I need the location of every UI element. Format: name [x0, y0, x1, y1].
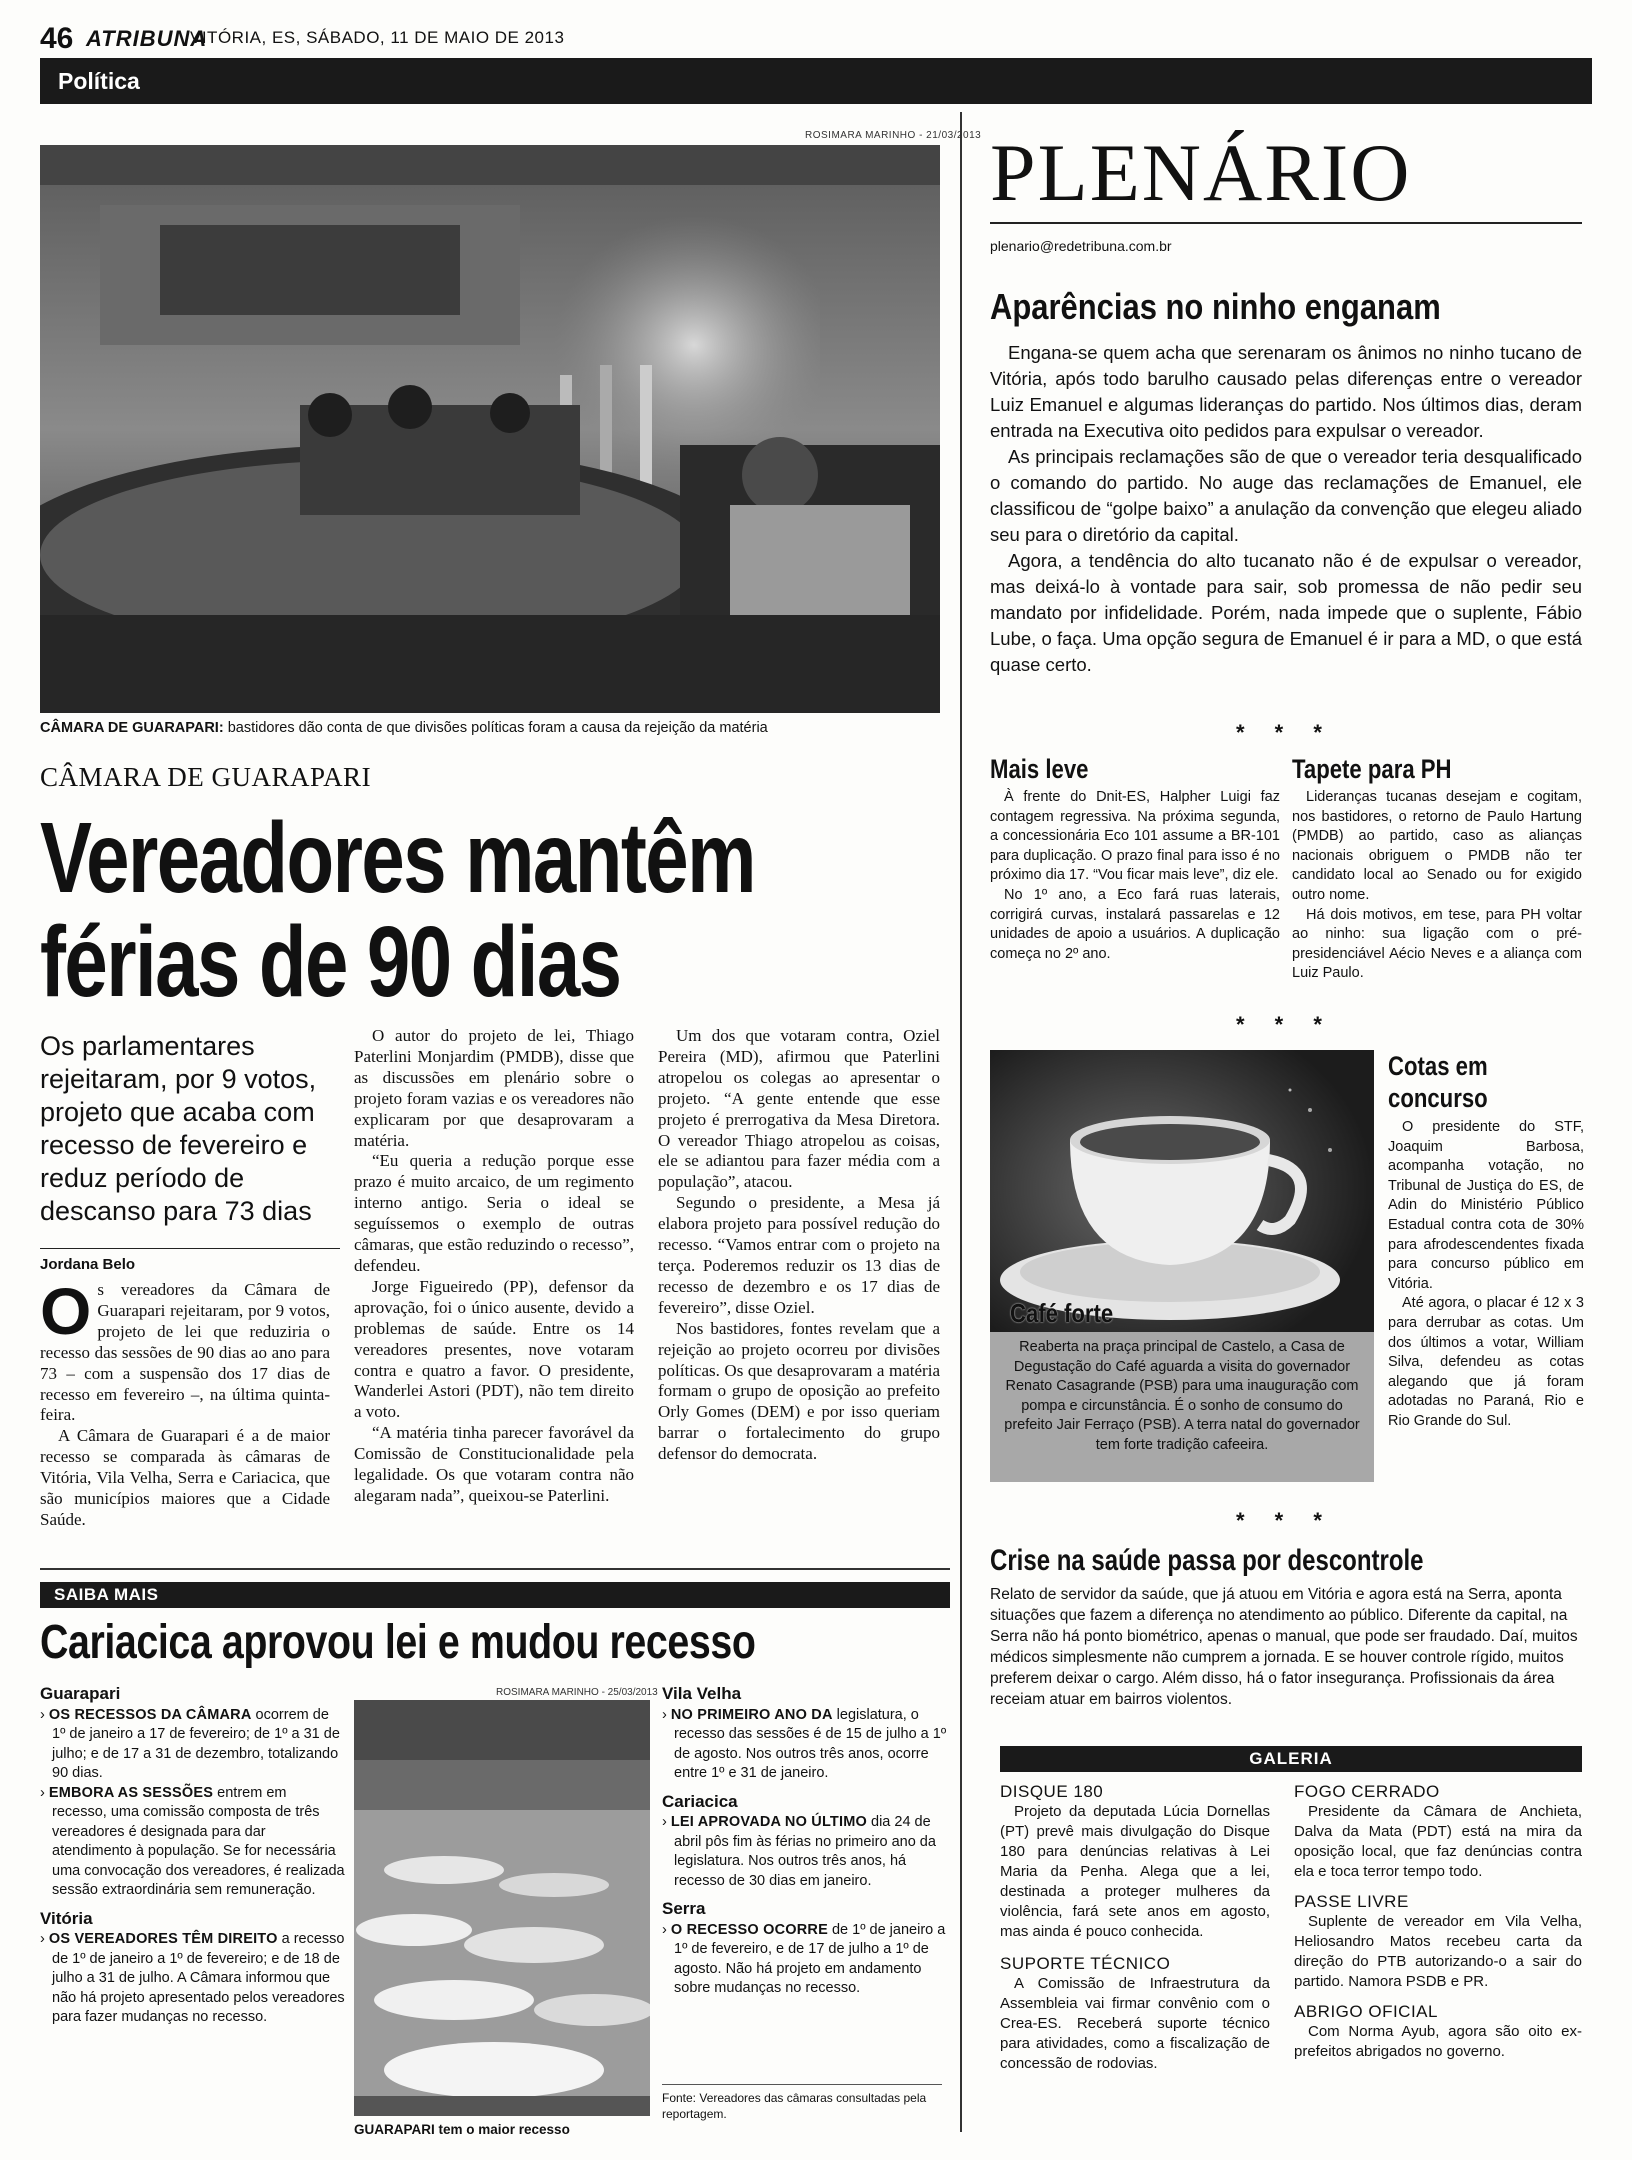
column-title-plenario: PLENÁRIO [990, 127, 1412, 218]
article-paragraph: Um dos que votaram contra, Oziel Pereira (MD), afirmou que Paterlini atropelou os colegas ao apresentar o projeto. “A gente entende que esse projeto é prerrogativa da Mesa Diretora. O vereador Thiago atropelou as coisas, ele se adiantou para fazer média com a população”, atacou. [658, 1026, 940, 1192]
item-lead: OS RECESSOS DA CÂMARA [48, 1706, 252, 1723]
photo-credit: ROSIMARA MARINHO - 25/03/2013 [496, 1687, 658, 1698]
note-paragraph: Agora, a tendência do alto tucanato não é de expulsar o vereador, mas deixá-lo à vontade para sair, sob promessa de não pedir seu mandato por infidelidade. Porém, nada impede que o suplente, Fábio Lube, o faça. Uma opção segura de Emanuel é ir para a MD, o que está quase certo. [990, 550, 1582, 675]
byline: Jordana Belo [40, 1256, 136, 1273]
galeria-item-title: DISQUE 180 [1000, 1782, 1104, 1801]
note-body-crise: Relato de servidor da saúde, que já atuou em Vitória e agora está na Serra, aponta situações que fazem a diferença no atendimento ao público. Diferente da capital, na Serra não há ponto biométrico, apenas o manual, que pode ser fraudado. Daí, muitos médicos simplesmente não cumprem a jornada. E se houver controle rígido, muitos preferem deixar o cargo. Além disso, há o fator insegurança. Profissionais da área receiam atuar em bairros violentos. [990, 1586, 1578, 1708]
article-paragraph: A Câmara de Guarapari é a de maior recesso se comparada às câmaras de Vitória, Vila Velha, Serra e Cariacica, que são municípios maiores que a Cidade Saúde. [40, 1426, 330, 1529]
boats-photo [354, 1700, 650, 2116]
separator-stars: * * * [1236, 1508, 1334, 1533]
article-paragraph: O autor do projeto de lei, Thiago Paterlini Monjardim (PMDB), disse que as discussões em plenário sobre o projeto foram vazias e os vereadores não explicaram por que desaprovaram a matéria. [354, 1026, 634, 1150]
city-heading-cariacica: Cariacica [662, 1791, 738, 1811]
note-paragraph: À frente do Dnit-ES, Halpher Luigi faz contagem regressiva. Na próxima segunda, a concessionária Eco 101 assume a BR-101 para duplicação. O prazo final para isso é no próximo dia 17. “Vou ficar mais leve”, diz ele. [990, 789, 1280, 884]
column-divider [960, 112, 962, 2132]
section-bar [40, 58, 1592, 104]
article-column-1 [40, 1274, 330, 1531]
galeria-column-left [1000, 1782, 1270, 2074]
galeria-item-body: Com Norma Ayub, agora são oito ex-prefeitos abrigados no governo. [1294, 2023, 1582, 2060]
list-item: › O RECESSO OCORRE de 1º de janeiro a 1º de fevereiro, e de 17 de julho a 1º de agosto. Não há projeto em andamento sobre mudanças no recesso. [662, 1921, 946, 1996]
note-paragraph: Engana-se quem acha que serenaram os ânimos no ninho tucano de Vitória, após todo barulho causado pelas diferenças entre o vereador Luiz Emanuel e algumas lideranças do partido. Nos últimos dias, deram entrada na Executiva oito pedidos para expulsar o vereador. [990, 342, 1582, 441]
item-text: ocorrem de 1º de janeiro a 17 de fevereiro; de 1º a 31 de julho; e de 17 a 31 de dezembro, totalizando 90 dias. [52, 1706, 340, 1781]
paragraph-text: s vereadores da Câmara de Guarapari rejeitaram, por 9 votos, projeto de lei que reduziria o recesso das sessões de 90 dias ao ano para 73 – com a suspensão dos 17 dias de recesso em fevereiro –, na última quinta-feira. [40, 1280, 330, 1425]
city-heading-vila-velha: Vila Velha [662, 1684, 742, 1703]
note-headline-cotas [1388, 1050, 1488, 1114]
article-column-3 [658, 1026, 940, 1465]
article-paragraph [40, 1274, 330, 1426]
source-note: Fonte: Vereadores das câmaras consultadas pela reportagem. [662, 2091, 927, 2121]
item-lead: EMBORA AS SESSÕES [48, 1784, 214, 1801]
article-paragraph: Jorge Figueiredo (PP), defensor da aprovação, foi o único ausente, devido a problemas de saúde. Entre os 14 vereadores presentes, nove votaram contra e quatro a favor. O presidente, Wanderlei Astori (PDT), não tem direito a voto. [354, 1276, 634, 1422]
list-item: › EMBORA AS SESSÕES entrem em recesso, uma comissão composta de três vereadores é designada para dar atendimento à população. Se for necessária uma convocação dos vereadores, é realizada sessão extraordinária sem remuneração. [40, 1784, 345, 1898]
article-paragraph: “A matéria tinha parecer favorável da Comissão de Constitucionalidade pela legalidade. Os que votaram contra não alegaram nada”, queixou-se Paterlini. [354, 1423, 634, 1505]
drop-cap: O [40, 1274, 92, 1348]
galeria-item-body: Projeto da deputada Lúcia Dornellas (PT) prevê mais divulgação do Disque 180 para denúncias relativas à Lei Maria da Penha. Alega que a lei, destinada a proteger mulheres da violência, fará sete anos em agosto, mas ainda é pouco conhecida. [1000, 1803, 1270, 1940]
note-paragraph: O presidente do STF, Joaquim Barbosa, acompanha votação, no Tribunal de Justiça do ES, de Adin do Ministério Público Estadual contra cota de 30% para afrodescendentes fixada para concurso público em Vitória. [1388, 1119, 1584, 1292]
saiba-mais-label: SAIBA MAIS [54, 1585, 159, 1604]
council-chamber-image [40, 145, 940, 713]
masthead-logo: ATRIBUNA [86, 26, 208, 51]
note-headline-mais-leve: Mais leve [990, 754, 1089, 784]
page-number: 46 [40, 22, 74, 55]
dateline: VITÓRIA, ES, SÁBADO, 11 DE MAIO DE 2013 [190, 28, 565, 47]
item-lead: OS VEREADORES TÊM DIREITO [48, 1931, 278, 1947]
note-paragraph: As principais reclamações são de que o vereador teria desqualificado o comando do partido. No auge das reclamações de Emanuel, ele classificou de “golpe baixo” a anulação da convenção que elegeu aliado seu para o diretório da capital. [990, 446, 1582, 545]
saiba-mais-bar [40, 1582, 950, 1608]
item-text: legislatura, o recesso das sessões é de 15 de julho a 1º de agosto. Nos outros três anos, ocorre entre 1º e 31 de janeiro. [674, 1706, 947, 1781]
article-deck: Os parlamentares rejeitaram, por 9 votos, projeto que acaba com recesso de fevereiro e reduz período de descanso para 73 dias [40, 1031, 317, 1226]
note-body-tapete [1292, 788, 1582, 984]
list-item: › OS RECESSOS DA CÂMARA ocorrem de 1º de janeiro a 17 de fevereiro; de 1º a 31 de julho; e de 17 a 31 de dezembro, totalizando 90 dias. [40, 1706, 340, 1781]
headline-line-2: férias de 90 dias [40, 906, 621, 1018]
council-chamber-photo [40, 145, 940, 713]
item-text: entrem em recesso, uma comissão composta de três vereadores é designada para dar atendimento à população. Se for necessária uma convocação dos vereadores, é realizada sessão extraordinária sem remuneração. [52, 1784, 345, 1898]
list-item: › LEI APROVADA NO ÚLTIMO dia 24 de abril pôs fim às férias no primeiro ano da legislatura. Nos outros três anos, há recesso de 30 dias em janeiro. [662, 1814, 936, 1889]
separator-stars: * * * [1236, 720, 1334, 745]
article-headline [40, 802, 755, 1018]
note-paragraph: Há dois motivos, em tese, para PH voltar ao ninho: sua ligação com o pré-presidenciável Aécio Neves e a aliança com Luiz Paulo. [1292, 906, 1582, 982]
title-rule [990, 222, 1582, 224]
note-paragraph: Até agora, o placar é 12 x 3 para derrubar as cotas. Um dos últimos a votar, William Silva, defendeu as cotas alegando que já foram adotadas no Paraná, Rio e Rio Grande do Sul. [1388, 1295, 1584, 1429]
article-column-2 [354, 1026, 634, 1507]
galeria-item-body: A Comissão de Infraestrutura da Assembleia vai firmar convênio com o Crea-ES. Receberá suporte técnico para atividades, como a fiscalização de concessão de rodovias. [1000, 1975, 1270, 2072]
note-headline-cafe: Café forte [1010, 1298, 1114, 1328]
note-headline-crise: Crise na saúde passa por descontrole [990, 1544, 1424, 1577]
note-paragraph: No 1º ano, a Eco fará ruas laterais, corrigirá curvas, instalará passarelas e 12 unidades de apoio a usuários. A duplicação começa no 2º ano. [990, 886, 1280, 962]
galeria-item-title: PASSE LIVRE [1294, 1892, 1409, 1911]
deck-rule [40, 1248, 340, 1249]
item-text: a recesso de 1º de janeiro a 1º de fevereiro; e de 18 de julho a 31 de julho. A Câmara informou que não há projeto apresentado pelos vereadores para fazer mudanças no recesso. [52, 1931, 345, 2025]
source-rule [662, 2084, 942, 2085]
galeria-label: GALERIA [1249, 1749, 1333, 1768]
city-heading-serra: Serra [662, 1899, 706, 1918]
note-body-cafe: Reaberta na praça principal de Castelo, a Casa de Degustação do Café aguarda a visita do governador Renato Casagrande (PSB) para uma inauguração com pompa e circunstância. É o sonho de consumo do prefeito Jair Ferraço (PSB). A terra natal do governador tem forte tradição cafeeira. [990, 1332, 1374, 1482]
photo-caption [40, 720, 950, 736]
galeria-item-body: Presidente da Câmara de Anchieta, Dalva da Mata (PDT) está na mira da oposição local, que faz denúncias contra ela e toca terror tempo todo. [1294, 1803, 1582, 1880]
lead-note-body [990, 340, 1582, 678]
galeria-item-title: ABRIGO OFICIAL [1294, 2002, 1438, 2021]
note-paragraph: Lideranças tucanas desejam e cogitam, nos bastidores, o retorno de Paulo Hartung (PMDB) ao partido, caso as alianças nacionais obriguem o PMDB não ter candidato local ao Senado ou for exigido outro nome. [1292, 789, 1582, 903]
galeria-bar [1000, 1746, 1582, 1772]
headline-line-2: concurso [1388, 1083, 1488, 1113]
item-lead: NO PRIMEIRO ANO DA [670, 1706, 833, 1723]
item-lead: O RECESSO OCORRE [670, 1921, 828, 1938]
lead-note-headline: Aparências no ninho enganam [990, 286, 1441, 327]
galeria-item-body: Suplente de vereador em Vila Velha, Heliosandro Matos recebeu carta da direção do PTB autorizando-o a sair do partido. Namora PSDB e PR. [1294, 1913, 1582, 1990]
galeria-item-title: SUPORTE TÉCNICO [1000, 1954, 1171, 1973]
photo-caption-text: bastidores dão conta de que divisões políticas foram a causa da rejeição da matéria [223, 720, 768, 736]
galeria-column-right [1294, 1782, 1582, 2062]
column-email: plenario@redetribuna.com.br [990, 238, 1172, 254]
list-item: › NO PRIMEIRO ANO DA legislatura, o recesso das sessões é de 15 de julho a 1º de agosto. Nos outros três anos, ocorre entre 1º e 31 de janeiro. [662, 1706, 947, 1781]
recess-list-left [40, 1684, 345, 2028]
photo-credit: ROSIMARA MARINHO - 21/03/2013 [805, 130, 982, 141]
photo-caption-lead: CÂMARA DE GUARAPARI: [40, 720, 224, 736]
item-lead: LEI APROVADA NO ÚLTIMO [670, 1814, 867, 1830]
recess-list-right [662, 1684, 950, 1999]
headline-line-1: Vereadores mantêm [40, 802, 755, 914]
photo-caption: GUARAPARI tem o maior recesso [354, 2122, 570, 2137]
note-body-mais-leve [990, 788, 1280, 964]
section-divider [40, 1568, 950, 1570]
headline-line-1: Cotas em [1388, 1051, 1488, 1081]
note-headline-tapete: Tapete para PH [1292, 754, 1452, 784]
item-text: de 1º de janeiro a 1º de fevereiro, e de 17 de julho a 1º de agosto. Não há projeto em andamento sobre mudanças no recesso. [674, 1921, 946, 1996]
article-kicker: CÂMARA DE GUARAPARI [40, 762, 372, 792]
list-item: › OS VEREADORES TÊM DIREITO a recesso de 1º de janeiro a 1º de fevereiro; e de 18 de julho a 31 de julho. A Câmara informou que não há projeto apresentado pelos vereadores para fazer mudanças no recesso. [40, 1931, 345, 2025]
separator-stars: * * * [1236, 1012, 1334, 1037]
saiba-mais-headline: Cariacica aprovou lei e mudou recesso [40, 1616, 756, 1669]
article-paragraph: Segundo o presidente, a Mesa já elabora projeto para possível redução do recesso. “Vamos entrar com o projeto na terça. Poderemos reduzir os 13 dias de recesso de dezembro e os 17 dias de fevereiro”, disse Oziel. [658, 1193, 940, 1317]
article-paragraph: “Eu queria a redução porque esse prazo é muito arcaico, de um regimento interno antigo. Seria o ideal se seguíssemos o exemplo de outras câmaras, que estão reduzindo o recesso”, defendeu. [354, 1151, 634, 1275]
item-text: dia 24 de abril pôs fim às férias no primeiro ano da legislatura. Nos outros três anos, há recesso de 30 dias em janeiro. [674, 1814, 936, 1889]
city-heading-guarapari: Guarapari [40, 1684, 121, 1703]
galeria-item-title: FOGO CERRADO [1294, 1782, 1440, 1801]
city-heading-vitoria: Vitória [40, 1908, 93, 1928]
article-paragraph: Nos bastidores, fontes revelam que a rejeição ao projeto ocorreu por divisões políticas. Os que desaprovaram a matéria formam o grupo de oposição ao prefeito Orly Gomes (DEM) e por isso queriam barrar o fortalecimento do grupo defensor do democrata. [658, 1318, 940, 1464]
note-body-cotas [1388, 1118, 1584, 1432]
section-name: Política [58, 68, 140, 94]
boats-image [354, 1700, 650, 2116]
